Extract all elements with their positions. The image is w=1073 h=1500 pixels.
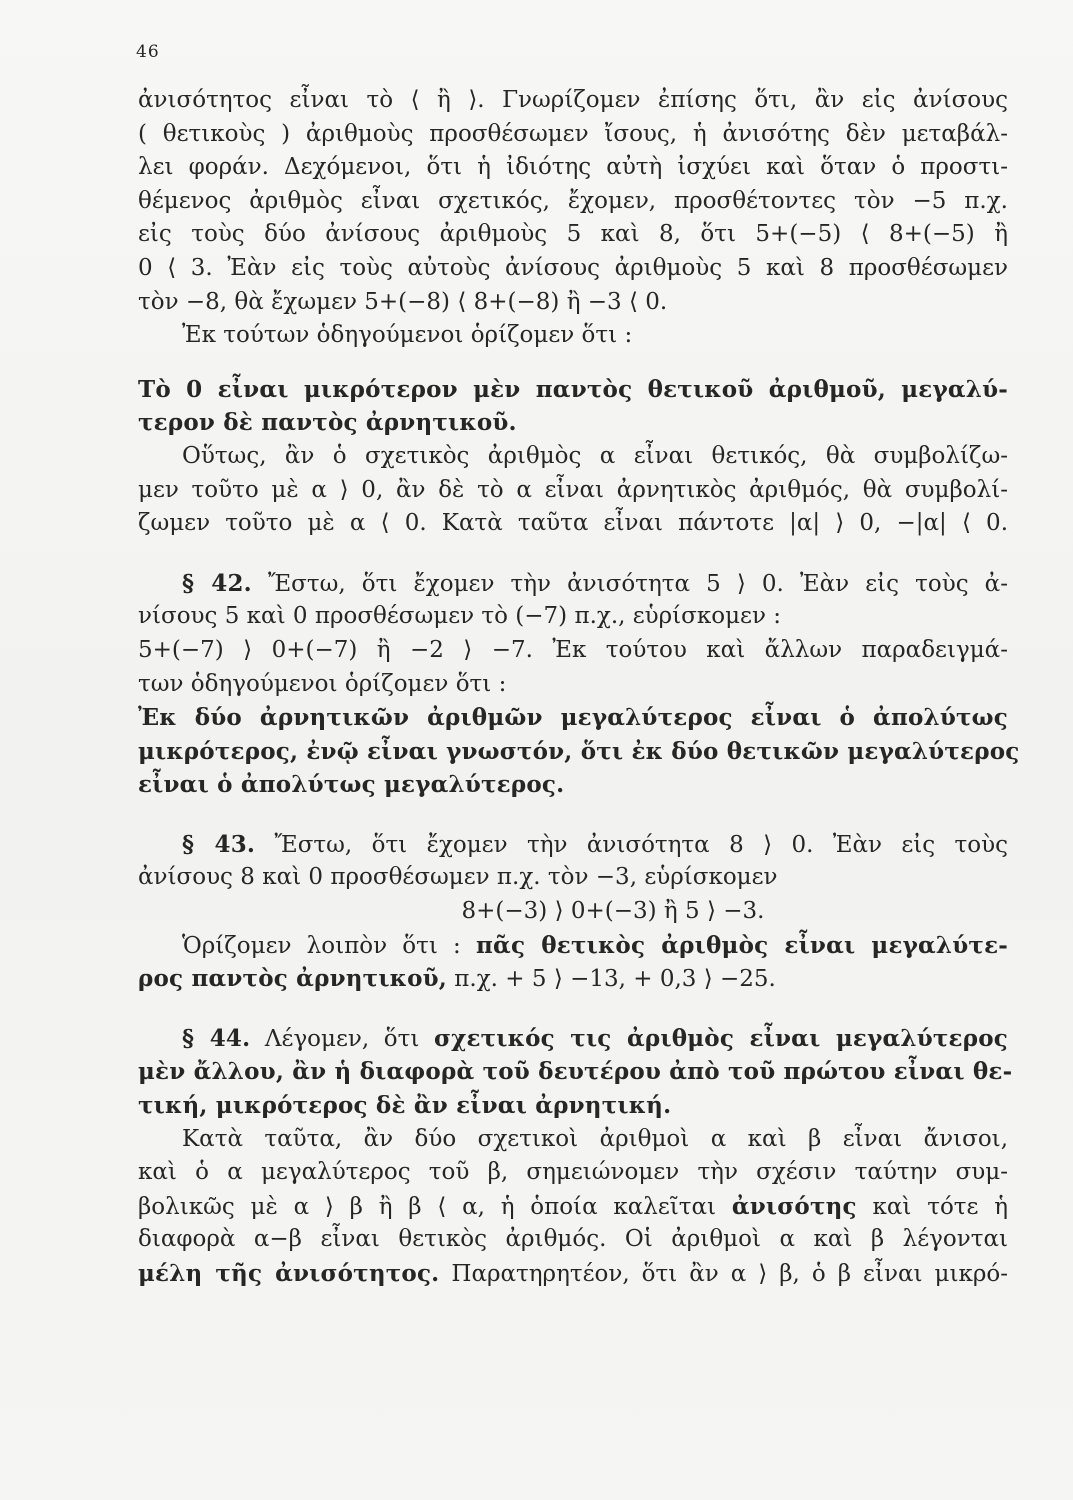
text-line-2 [138, 118, 1008, 152]
text-run: νίσους 5 καὶ 0 προσθέσωμεν τὸ (−7) π.χ., εὑρίσκομεν : [138, 603, 782, 630]
text-run: θέμενος ἀριθμὸς εἶναι σχετικός, ἔχομεν, προσθέτοντες τὸν −5 π.χ. [138, 187, 1008, 214]
bold-text-run: τική, μικρότερος δὲ ἂν εἶναι ἀρνητική. [138, 1092, 672, 1120]
definition-zero-line-1 [138, 373, 1008, 407]
text-run: Ἐκ τούτων ὁδηγούμενοι ὁρίζομεν ὅτι : [182, 322, 633, 349]
section-43-equation [138, 895, 1008, 929]
text-run: καὶ ὁ α μεγαλύτερος τοῦ β, σημειώνομεν τὴν σχέσιν ταύτην συμ- [138, 1159, 1008, 1186]
text-run: ( θετικοὺς ) ἀριθμοὺς προσθέσωμεν ἴσους, ἡ ἀνισότης δὲν μεταβάλ- [138, 120, 1008, 147]
section-44-line-4 [138, 1123, 1008, 1157]
text-run: διαφορὰ α−β εἶναι θετικὸς ἀριθμός. Οἱ ἀριθμοὶ α καὶ β λέγονται [138, 1226, 1008, 1253]
text-run: π.χ. + 5 ⟩ −13, + 0,3 ⟩ −25. [447, 966, 776, 993]
section-43-line-2 [138, 861, 1008, 895]
text-run: Ὁρίζομεν λοιπὸν ὅτι : [182, 932, 477, 959]
bold-text-run: σχετικός τις ἀριθμὸς εἶναι μεγαλύτερος [433, 1024, 1008, 1052]
text-line-6 [138, 252, 1008, 286]
bold-text-run: πᾶς θετικὸς ἀριθμὸς εἶναι μεγαλύτε- [476, 931, 1008, 959]
bold-text-run: ρος παντὸς ἀρνητικοῦ, [138, 965, 447, 993]
text-run: Παρατηρητέον, ὅτι ἂν α ⟩ β, ὁ β εἶναι μικρό- [439, 1261, 1008, 1287]
text-line-13 [138, 507, 1008, 541]
text-line-7 [138, 286, 1008, 320]
bold-text-run: ἀνισότης [731, 1192, 857, 1220]
text-line-3 [138, 151, 1008, 185]
bold-text-run: § 42. [182, 569, 252, 597]
section-44-line-6 [138, 1190, 1008, 1224]
section-44-line-7 [138, 1223, 1008, 1257]
definition-zero-line-2 [138, 406, 1008, 440]
text-run: τὸν −8, θὰ ἔχωμεν 5+(−8) ⟨ 8+(−8) ἢ −3 ⟨ 0. [138, 288, 668, 315]
section-42-line-4 [138, 668, 1008, 702]
bold-text-run: τερον δὲ παντὸς ἀρνητικοῦ. [138, 409, 517, 437]
text-run: λει φοράν. Δεχόμενοι, ὅτι ἡ ἰδιότης αὐτὴ ἰσχύει καὶ ὅταν ὁ προστι- [138, 154, 1008, 181]
bold-text-run: εἶναι ὁ ἀπολύτως μεγαλύτερος. [138, 771, 565, 799]
bold-text-run: Τὸ 0 εἶναι μικρότερον μὲν παντὸς θετικοῦ ἀριθμοῦ, μεγαλύ- [138, 375, 1008, 403]
section-44-heading [138, 1022, 1008, 1056]
text-run: Ἔστω, ὅτι ἔχομεν τὴν ἀνισότητα 5 ⟩ 0. Ἐὰν εἰς τοὺς ἀ- [251, 570, 1008, 597]
text-run: καὶ τότε ἡ [856, 1193, 1008, 1220]
text-run: 0 ⟨ 3. Ἐὰν εἰς τοὺς αὐτοὺς ἀνίσους ἀριθμοὺς 5 καὶ 8 προσθέσωμεν [138, 254, 1008, 281]
bold-text-run: μικρότερος, ἐνῷ εἶναι γνωστόν, ὅτι ἐκ δύο θετικῶν μεγαλύτερος [138, 737, 1020, 765]
rule-negative-line-2 [138, 735, 1020, 769]
bold-text-run: μὲν ἄλλου, ἂν ἡ διαφορὰ τοῦ δευτέρου ἀπὸ τοῦ πρώτου εἶναι θε- [138, 1058, 1013, 1086]
text-line-11 [138, 440, 1008, 474]
section-44-line-2 [138, 1055, 1013, 1089]
bold-text-run: § 43. [182, 830, 256, 858]
bold-text-run: Ἐκ δύο ἀρνητικῶν ἀριθμῶν μεγαλύτερος εἶναι ὁ ἀπολύτως [138, 704, 1008, 732]
text-run: 8+(−3) ⟩ 0+(−3) ἢ 5 ⟩ −3. [461, 898, 765, 925]
section-44-line-3 [138, 1089, 1008, 1123]
text-run: Λέγομεν, ὅτι [250, 1025, 434, 1052]
text-line-1 [138, 84, 1008, 118]
rule-positive-line-1 [138, 929, 1008, 963]
section-44-line-8 [138, 1257, 1008, 1291]
text-run: 5+(−7) ⟩ 0+(−7) ἢ −2 ⟩ −7. Ἐκ τούτου καὶ ἄλλων παραδειγμά- [138, 636, 1008, 663]
rule-negative-line-3 [138, 768, 1008, 802]
text-run: ἀνισότητος εἶναι τὸ ⟨ ἢ ⟩. Γνωρίζομεν ἐπίσης ὅτι, ἂν εἰς ἀνίσους [138, 87, 1008, 113]
rule-negative-line-1 [138, 701, 1008, 735]
page-number: 46 [136, 42, 160, 62]
section-42-line-3 [138, 634, 1008, 668]
text-run: Κατὰ ταῦτα, ἂν δύο σχετικοὶ ἀριθμοὶ α καὶ β εἶναι ἄνισοι, [182, 1125, 1008, 1152]
text-run: βολικῶς μὲ α ⟩ β ἢ β ⟨ α, ἡ ὁποία καλεῖται [138, 1193, 732, 1220]
text-run: Οὕτως, ἂν ὁ σχετικὸς ἀριθμὸς α εἶναι θετικός, θὰ συμβολίζω- [182, 442, 1008, 469]
bold-text-run: § 44. [182, 1024, 251, 1052]
rule-positive-line-2 [138, 962, 1008, 996]
section-44-line-5 [138, 1156, 1008, 1190]
section-42-line-2 [138, 600, 1008, 634]
bold-text-run: μέλη τῆς ἀνισότητος. [138, 1260, 440, 1287]
section-42-heading [138, 567, 1008, 601]
text-run: εἰς τοὺς δύο ἀνίσους ἀριθμοὺς 5 καὶ 8, ὅτι 5+(−5) ⟨ 8+(−5) ἢ [138, 221, 1008, 248]
text-line-12 [138, 474, 1008, 508]
text-line-5 [138, 218, 1008, 252]
text-run: ζωμεν τοῦτο μὲ α ⟨ 0. Κατὰ ταῦτα εἶναι πάντοτε |α| ⟩ 0, −|α| ⟨ 0. [138, 510, 1008, 537]
text-run: των ὁδηγούμενοι ὁρίζομεν ὅτι : [138, 670, 507, 697]
text-line-4 [138, 185, 1008, 219]
text-line-8 [138, 319, 1008, 353]
text-run: μεν τοῦτο μὲ α ⟩ 0, ἂν δὲ τὸ α εἶναι ἀρνητικὸς ἀριθμός, θὰ συμβολί- [138, 476, 1008, 503]
section-43-heading [138, 828, 1008, 862]
text-run: ἀνίσους 8 καὶ 0 προσθέσωμεν π.χ. τὸν −3, εὑρίσκομεν [138, 864, 778, 891]
page-text [138, 84, 1020, 1291]
text-run: Ἔστω, ὅτι ἔχομεν τὴν ἀνισότητα 8 ⟩ 0. Ἐὰν εἰς τοὺς [255, 831, 1008, 858]
